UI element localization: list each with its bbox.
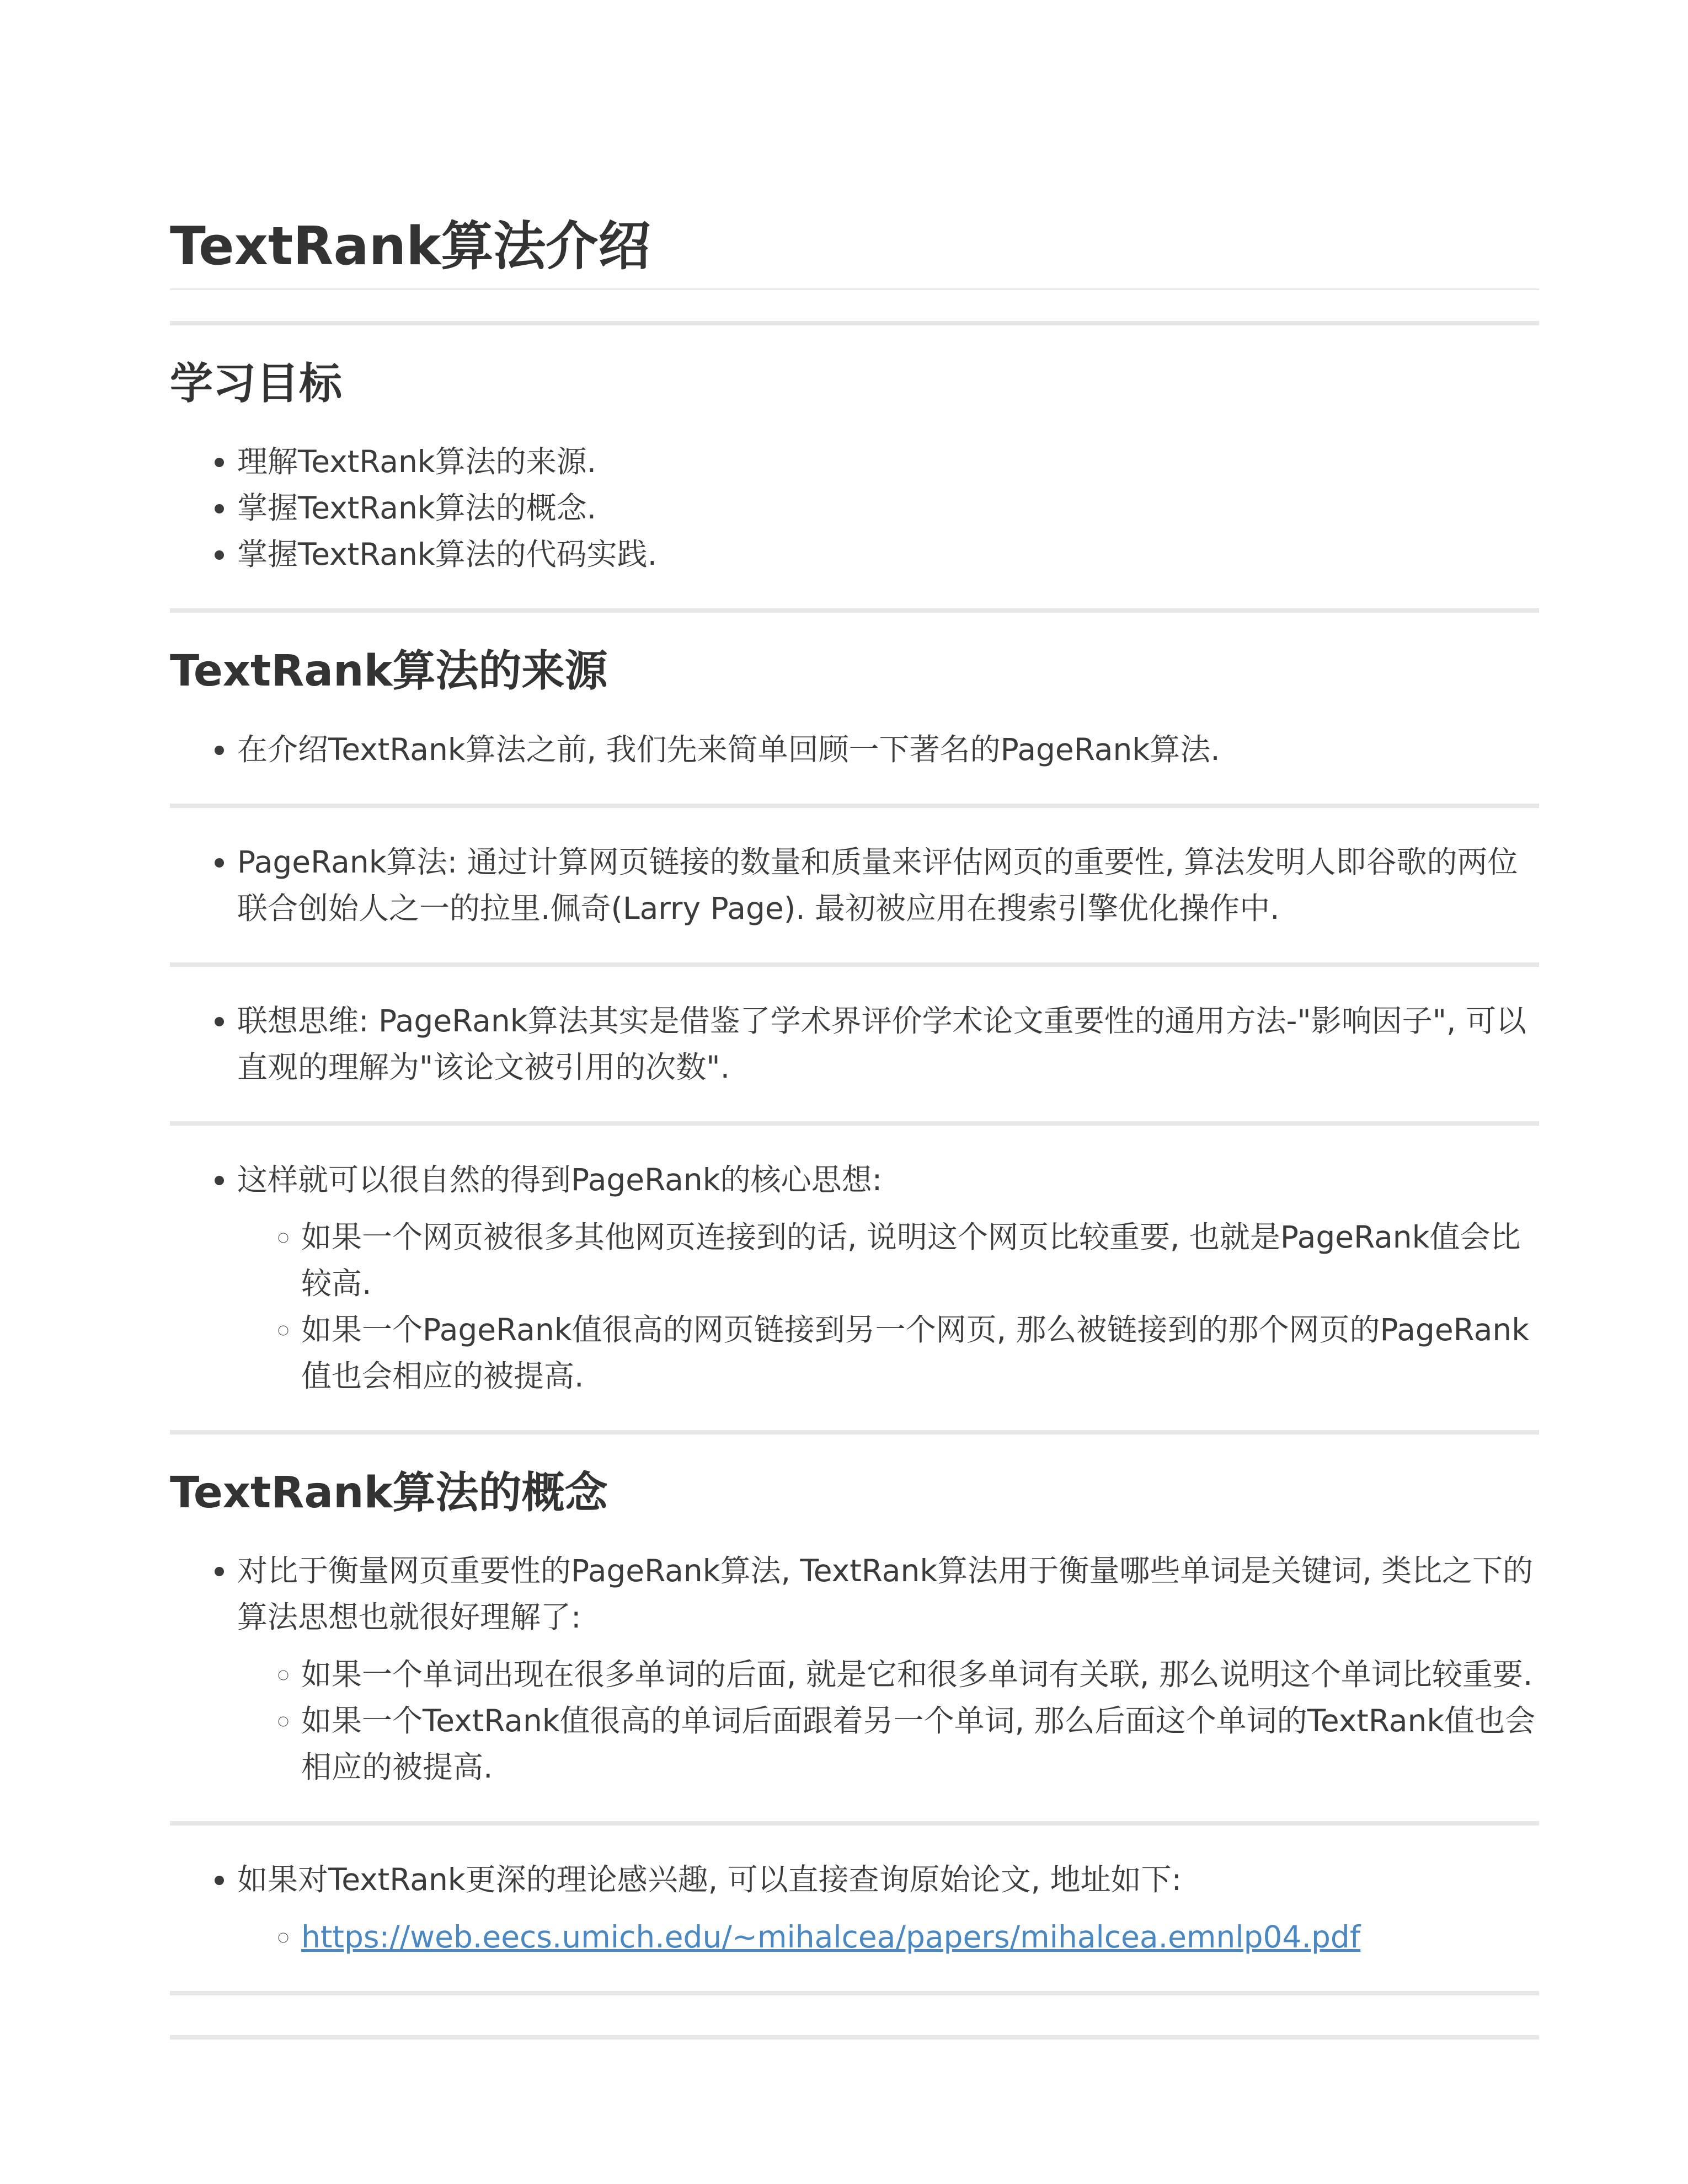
nested-bullet-list [237, 1214, 1539, 1399]
bullet-list [170, 1157, 1539, 1399]
bullet-list [170, 438, 1539, 577]
nested-list-item: ◦ 如果一个PageRank值很高的网页链接到另一个网页, 那么被链接到的那个网页的PageRank值也会相应的被提高. [301, 1307, 1539, 1399]
page-title: TextRank算法介绍 [170, 214, 1539, 290]
list-item: • 联想思维: PageRank算法其实是借鉴了学术界评价学术论文重要性的通用方法-"影响因子", 可以直观的理解为"该论文被引用的次数". [237, 998, 1539, 1090]
section-divider [170, 2035, 1539, 2040]
section-heading-origin: TextRank算法的来源 [170, 646, 608, 697]
list-item [237, 1856, 1539, 1960]
nested-bullet-list [237, 1651, 1539, 1790]
list-item: • 在介绍TextRank算法之前, 我们先来简单回顾一下著名的PageRank算法. [237, 726, 1539, 773]
nested-list-item [301, 1914, 1539, 1960]
bullet-list [170, 1856, 1539, 1960]
nested-list-item: ◦ 如果一个单词出现在很多单词的后面, 就是它和很多单词有关联, 那么说明这个单词比较重要. [301, 1651, 1539, 1698]
list-item [237, 1548, 1539, 1790]
list-item: • PageRank算法: 通过计算网页链接的数量和质量来评估网页的重要性, 算法发明人即谷歌的两位联合创始人之一的拉里.佩奇(Larry Page). 最初被应用在搜索引擎优化操作中. [237, 839, 1539, 932]
list-item: • 理解TextRank算法的来源. [237, 438, 1539, 485]
nested-bullet-list [237, 1914, 1539, 1960]
section-heading-concept: TextRank算法的概念 [170, 1468, 608, 1518]
bullet-list [170, 839, 1539, 932]
section-heading-learning-goals: 学习目标 [170, 358, 343, 409]
bullet-list [170, 998, 1539, 1090]
list-item: • 掌握TextRank算法的代码实践. [237, 531, 1539, 577]
section-divider [170, 1430, 1539, 1434]
nested-list-item: ◦ 如果一个TextRank值很高的单词后面跟着另一个单词, 那么后面这个单词的TextRank值也会相应的被提高. [301, 1698, 1539, 1790]
section-divider [170, 962, 1539, 967]
paper-link[interactable]: https://web.eecs.umich.edu/~mihalcea/papers/mihalcea.emnlp04.pdf [301, 1919, 1361, 1955]
section-divider [170, 321, 1539, 325]
section-divider [170, 1821, 1539, 1826]
section-divider [170, 608, 1539, 613]
list-item-text: 这样就可以很自然的得到PageRank的核心思想: [237, 1161, 883, 1197]
section-divider [170, 1121, 1539, 1126]
list-item: • 掌握TextRank算法的概念. [237, 485, 1539, 531]
bullet-list [170, 1548, 1539, 1790]
bullet-list [170, 726, 1539, 773]
section-divider [170, 1991, 1539, 1995]
document [170, 214, 1539, 2040]
list-item-text: 对比于衡量网页重要性的PageRank算法, TextRank算法用于衡量哪些单词是关键词, 类比之下的算法思想也就很好理解了: [237, 1553, 1534, 1635]
list-item-text: 如果对TextRank更深的理论感兴趣, 可以直接查询原始论文, 地址如下: [237, 1861, 1182, 1897]
list-item [237, 1157, 1539, 1399]
section-divider [170, 804, 1539, 808]
nested-list-item: ◦ 如果一个网页被很多其他网页连接到的话, 说明这个网页比较重要, 也就是PageRank值会比较高. [301, 1214, 1539, 1307]
